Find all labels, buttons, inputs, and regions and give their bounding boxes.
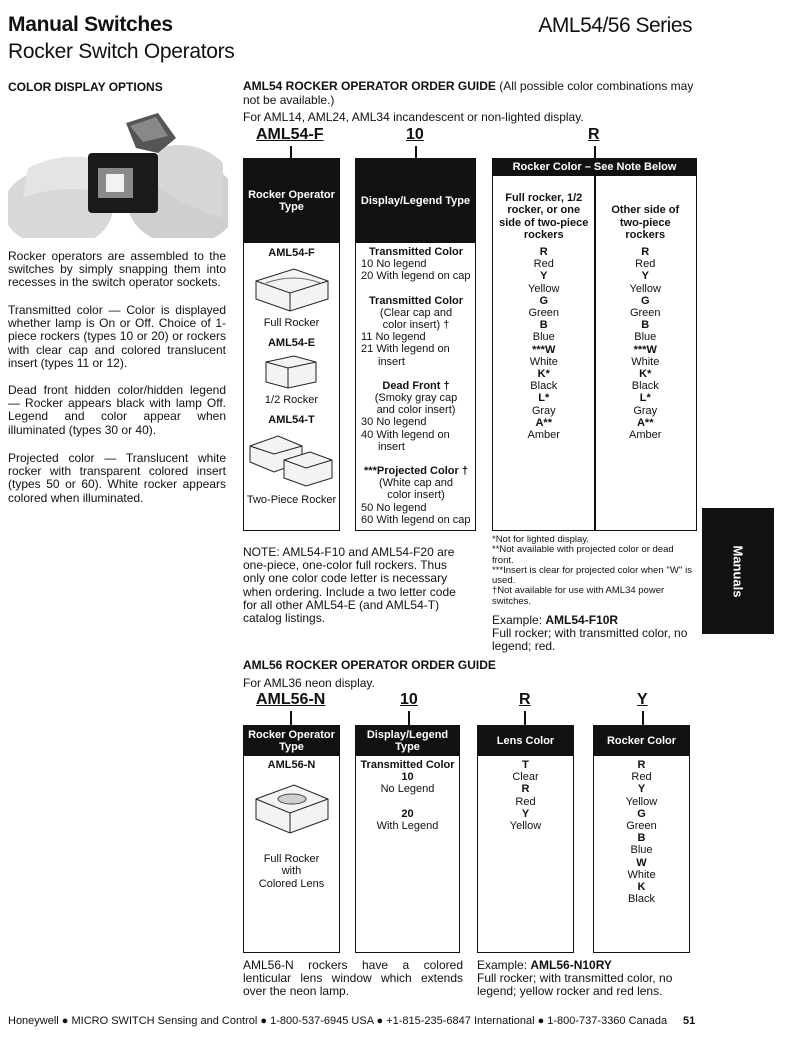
rocker-color-list (594, 759, 689, 905)
aml56-code-display: 10 (400, 691, 418, 708)
group-heading: Transmitted Color (368, 246, 464, 258)
aml54-for-line: For AML14, AML24, AML34 incandescent or non-lighted display. (243, 110, 584, 124)
aml54-footnotes (492, 535, 692, 607)
aml54-col-operator (243, 158, 340, 531)
page-subtitle: Rocker Switch Operators (8, 40, 235, 63)
subheading: Other side of two-piece rockers (611, 204, 680, 241)
color-name: Gray (633, 404, 658, 417)
footnote: †Not available for use with AML34 power switches. (492, 585, 665, 607)
color-code: R (641, 246, 650, 258)
color-code: G (637, 807, 646, 820)
connector-line (594, 146, 596, 158)
color-code: T (522, 759, 529, 771)
footnote: ***Insert is clear for projected color when ''W'' is used. (492, 564, 692, 587)
type-code: AML54-E (267, 337, 316, 350)
connector-line (408, 711, 410, 725)
rocker-photo (8, 108, 228, 238)
connector-line (524, 711, 526, 725)
paragraph-projected: Projected color — Translucent white rocker with transparent colored insert (types 50 or 60). White rocker appears colored when illuminated. (8, 451, 226, 505)
color-code: ***W (633, 343, 657, 356)
color-name: Yellow (528, 282, 560, 295)
col-header: Lens Color (478, 726, 573, 756)
aml56-note: AML56-N rockers have a colored lenticular lens window which extends over the neon lamp. (243, 958, 463, 999)
color-code: R (521, 783, 530, 796)
aml54-note: NOTE: AML54-F10 and AML54-F20 are one-piece, one-color full rockers. Thus only one color code letter is necessary when ordering. Include a two letter code for all other AML54-E (and AML54-T) catalog listings. (243, 545, 456, 626)
paragraph-assembly: Rocker operators are assembled to the switches by simply snapping them into recesses in the switch operator sockets. (8, 249, 226, 290)
aml56-heading: AML56 ROCKER OPERATOR ORDER GUIDE (243, 658, 496, 672)
color-name: Amber (629, 429, 662, 442)
paragraph-transmitted: Transmitted color — Color is displayed whether lamp is On or Off. Choice of 1-piece rockers (types 10 or 20) or rockers with clear cap and colored translucent insert (types 11 or 12). (8, 303, 226, 370)
full-rocker-lens-image (244, 771, 338, 843)
col-header: Rocker Color (594, 726, 689, 756)
color-code: G (539, 294, 549, 307)
connector-line (290, 146, 292, 158)
type-label: Full Rocker (263, 317, 320, 330)
group-heading: ***Projected Color † (364, 465, 468, 478)
group-heading: Dead Front † (382, 379, 450, 392)
color-code: Y (641, 270, 649, 283)
manuals-side-tab[interactable]: Manuals (702, 508, 774, 634)
color-name: Red (533, 258, 554, 271)
color-code: B (637, 832, 646, 845)
color-list-primary (493, 246, 595, 441)
aml56-example: Example: AML56-N10RY Full rocker; with transmitted color, no legend; yellow rocker and red lens. (477, 958, 673, 999)
aml54-example: Example: AML54-F10R Full rocker; with transmitted color, no legend; red. (492, 613, 688, 654)
color-code: Y (521, 807, 530, 820)
color-code: K (637, 881, 646, 894)
aml56-code-lens: R (519, 691, 531, 708)
aml54-heading: AML54 ROCKER OPERATOR ORDER GUIDE (All possible color combinations may not be available.) (243, 79, 694, 107)
footnote: **Not available with projected color or dead front. (492, 544, 674, 566)
color-name: Amber (527, 429, 560, 442)
color-name: Yellow (509, 820, 542, 833)
color-name: Red (635, 258, 656, 271)
color-code: ***W (532, 343, 556, 356)
aml56-col-rocker (593, 725, 690, 953)
type-label: Two-Piece Rocker (246, 494, 337, 507)
color-code: W (636, 856, 647, 869)
color-name: Green (626, 820, 657, 833)
color-code: K* (639, 368, 652, 381)
color-name: Black (631, 380, 659, 393)
aml54-col-display: Display/Legend Type Transmitted Color 10 No legend 20 With legend on cap Transmitted Color (Clear cap and color insert) † 11 No legend 21 With legend on insert Dead Front † (Smoky gray cap and color insert) 30 No legend 40 With legend on insert ***Projected Color † (White cap and color insert) 50 No legend 60 With legend on cap (355, 158, 476, 531)
color-name: White (631, 355, 660, 368)
color-code: Y (637, 783, 646, 796)
aml54-code-type: AML54-F (256, 126, 324, 143)
color-code: R (539, 246, 548, 258)
color-code: L* (639, 392, 651, 405)
color-code: Y (540, 270, 548, 283)
type-code: AML56-N (267, 759, 316, 771)
aml56-for-line: For AML36 neon display. (243, 676, 375, 690)
col-header: Display/Legend Type (356, 726, 459, 756)
color-name: Green (629, 307, 661, 320)
color-name: Yellow (629, 282, 661, 295)
type-code: AML54-F (268, 247, 315, 259)
color-code: L* (538, 392, 550, 405)
footnote: *Not for lighted display. (492, 534, 589, 545)
connector-line (415, 146, 417, 158)
color-code: A** (535, 416, 552, 429)
subheading: Full rocker, 1/2 rocker, or one side of two-piece rockers (499, 192, 589, 241)
color-name: White (529, 355, 558, 368)
col-header: Display/Legend Type (356, 159, 475, 243)
two-piece-rocker-image (244, 426, 338, 494)
col-header: Rocker Color – See Note Below (493, 159, 696, 176)
aml56-code-type: AML56-N (256, 691, 326, 708)
color-name: Blue (634, 331, 657, 344)
aml54-code-color: R (588, 126, 600, 143)
aml56-col-lens (477, 725, 574, 953)
color-code: A** (636, 416, 654, 429)
color-name: Gray (531, 404, 556, 417)
color-name: Black (628, 893, 655, 906)
color-name: Black (530, 380, 558, 393)
col-header: Rocker Operator Type (244, 726, 339, 756)
type-code: AML54-T (268, 413, 315, 426)
page-title: Manual Switches (8, 13, 173, 36)
connector-line (642, 711, 644, 725)
color-name: Blue (630, 844, 653, 857)
page-number: 51 (683, 1015, 696, 1027)
color-name: Blue (532, 331, 555, 344)
series-label: AML54/56 Series (538, 14, 692, 37)
half-rocker-image (244, 350, 338, 394)
color-list-secondary (595, 246, 697, 441)
footer-contact: Honeywell ● MICRO SWITCH Sensing and Control ● 1-800-537-6945 USA ● +1-815-235-6847 International ● 1-800-737-3360 Canada (8, 1015, 668, 1027)
color-code: K* (537, 368, 550, 381)
connector-line (290, 711, 292, 725)
color-name: Yellow (625, 795, 658, 808)
paragraph-deadfront: Dead front hidden color/hidden legend — Rocker appears black with lamp Off. Legend and color appear when illuminated (types 30 or 40). (8, 383, 226, 437)
color-display-heading: COLOR DISPLAY OPTIONS (8, 80, 163, 94)
color-name: Green (528, 307, 560, 320)
lens-color-list (478, 759, 573, 832)
color-code: B (641, 319, 650, 332)
full-rocker-image (244, 259, 338, 317)
aml54-code-display: 10 (406, 126, 424, 143)
color-code: G (640, 294, 650, 307)
color-name: Red (515, 795, 536, 808)
column-divider (594, 176, 596, 530)
color-name: Red (631, 771, 652, 784)
color-code: R (637, 759, 646, 771)
type-label: 1/2 Rocker (264, 393, 319, 406)
col-header: Rocker Operator Type (244, 159, 339, 243)
aml56-col-operator: Rocker Operator Type AML56-N Full Rocker with Colored Lens (243, 725, 340, 953)
group-heading: Transmitted Color (368, 294, 464, 307)
color-name: White (627, 868, 656, 881)
aml54-col-color (492, 158, 697, 531)
aml56-col-display: Display/Legend Type Transmitted Color 10 No Legend 20 With Legend (355, 725, 460, 953)
aml56-code-rocker: Y (637, 691, 648, 708)
color-name: Clear (512, 771, 539, 784)
color-code: B (539, 319, 548, 332)
